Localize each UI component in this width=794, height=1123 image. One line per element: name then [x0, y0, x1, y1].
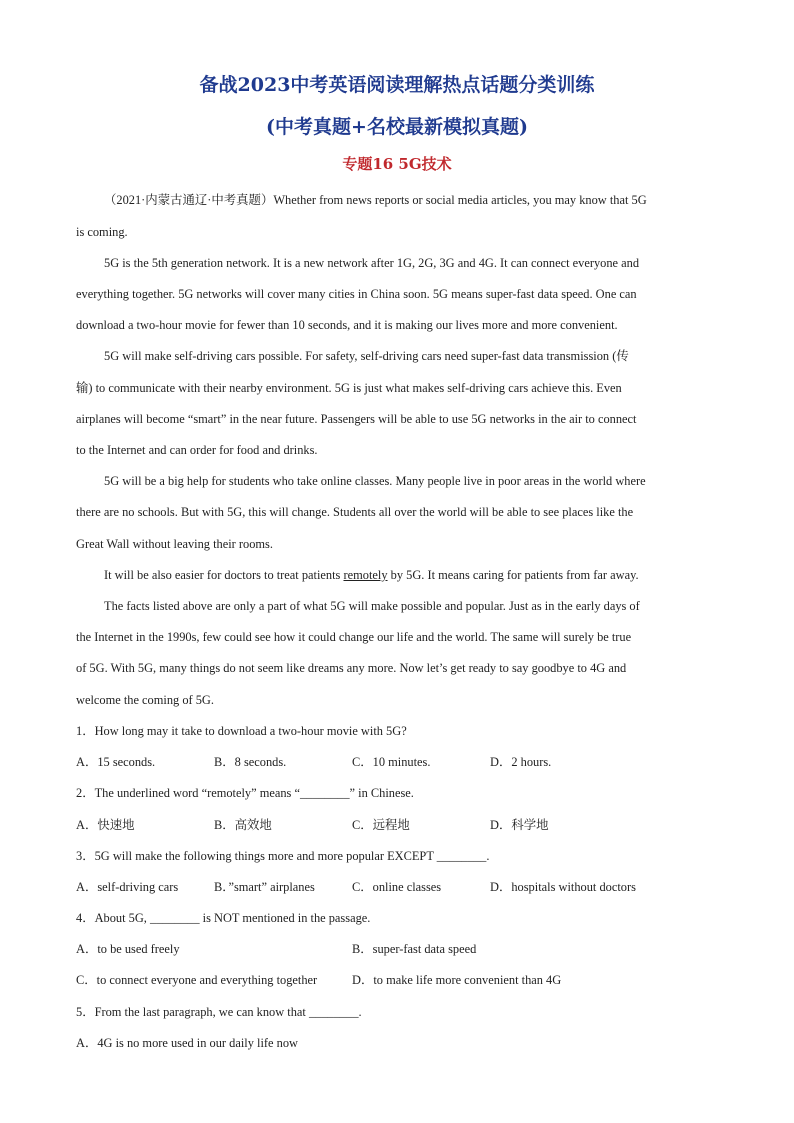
passage-line: of 5G. With 5G, many things do not seem like dreams any more. Now let’s get ready to say goodbye to 4G and: [76, 661, 627, 675]
passage-line: 5G will be a big help for students who take online classes. Many people live in poor areas in the world where: [104, 474, 646, 488]
passage-line: The facts listed above are only a part of what 5G will make possible and popular. Just as in the early days of: [104, 599, 640, 613]
passage-text: by 5G. It means caring for patients from far away.: [387, 568, 639, 582]
document-subtitle: (中考真题+名校最新模拟真题): [266, 116, 528, 138]
passage-text: It will be also easier for doctors to treat patients: [104, 568, 344, 582]
passage-line: welcome the coming of 5G.: [76, 693, 214, 707]
q2-option-a: A．快速地: [76, 818, 135, 832]
q4-option-b: B．super-fast data speed: [352, 942, 477, 956]
document-title: 备战2023中考英语阅读理解热点话题分类训练: [199, 74, 595, 96]
q1-option-b: B．8 seconds.: [214, 755, 287, 769]
passage-line: [104, 567, 718, 583]
passage-line: download a two-hour movie for fewer than 10 seconds, and it is making our lives more and more convenient.: [76, 318, 618, 332]
passage-line: （2021·内蒙古通辽·中考真题）Whether from news reports or social media articles, you may know that 5G: [104, 193, 647, 207]
q4-option-d: D．to make life more convenient than 4G: [352, 973, 562, 987]
q4-option-c: C．to connect everyone and everything together: [76, 973, 318, 987]
passage-line: Great Wall without leaving their rooms.: [76, 537, 273, 551]
passage-line: there are no schools. But with 5G, this will change. Students all over the world will be able to see places like the: [76, 505, 634, 519]
question-2: 2．The underlined word “remotely” means “________” in Chinese.: [76, 786, 414, 800]
q2-option-b: B．高效地: [214, 818, 272, 832]
q3-option-c: C．online classes: [352, 880, 442, 894]
q2-option-c: C．远程地: [352, 818, 410, 832]
topic-heading: 专题16 5G技术: [342, 155, 452, 173]
question-3: 3．5G will make the following things more and more popular EXCEPT ________.: [76, 849, 490, 863]
q3-option-a: A．self-driving cars: [76, 880, 179, 894]
passage-line: 5G will make self-driving cars possible. For safety, self-driving cars need super-fast data transmission (传: [104, 349, 629, 363]
q2-option-d: D．科学地: [490, 818, 549, 832]
q1-option-c: C．10 minutes.: [352, 755, 431, 769]
passage-line: to the Internet and can order for food and drinks.: [76, 443, 318, 457]
question-4: 4．About 5G, ________ is NOT mentioned in the passage.: [76, 911, 371, 925]
question-5: 5．From the last paragraph, we can know that ________.: [76, 1005, 362, 1019]
passage-line: is coming.: [76, 225, 128, 239]
q4-option-a: A．to be used freely: [76, 942, 180, 956]
passage-line: the Internet in the 1990s, few could see how it could change our life and the world. The same will surely be true: [76, 630, 632, 644]
passage-line: 输) to communicate with their nearby environment. 5G is just what makes self-driving cars achieve this. Even: [76, 381, 622, 395]
q1-option-a: A．15 seconds.: [76, 755, 156, 769]
passage-line: everything together. 5G networks will cover many cities in China soon. 5G means super-fast data speed. One can: [76, 287, 637, 301]
q3-option-b: B．”smart” airplanes: [214, 880, 315, 894]
underlined-word: remotely: [343, 568, 388, 582]
passage-line: airplanes will become “smart” in the near future. Passengers will be able to use 5G networks in the air to connect: [76, 412, 637, 426]
passage-line: 5G is the 5th generation network. It is a new network after 1G, 2G, 3G and 4G. It can connect everyone and: [104, 256, 640, 270]
q1-option-d: D．2 hours.: [490, 755, 552, 769]
question-1: 1．How long may it take to download a two-hour movie with 5G?: [76, 724, 407, 738]
q5-option-a: A．4G is no more used in our daily life now: [76, 1036, 298, 1050]
q3-option-d: D．hospitals without doctors: [490, 880, 636, 894]
